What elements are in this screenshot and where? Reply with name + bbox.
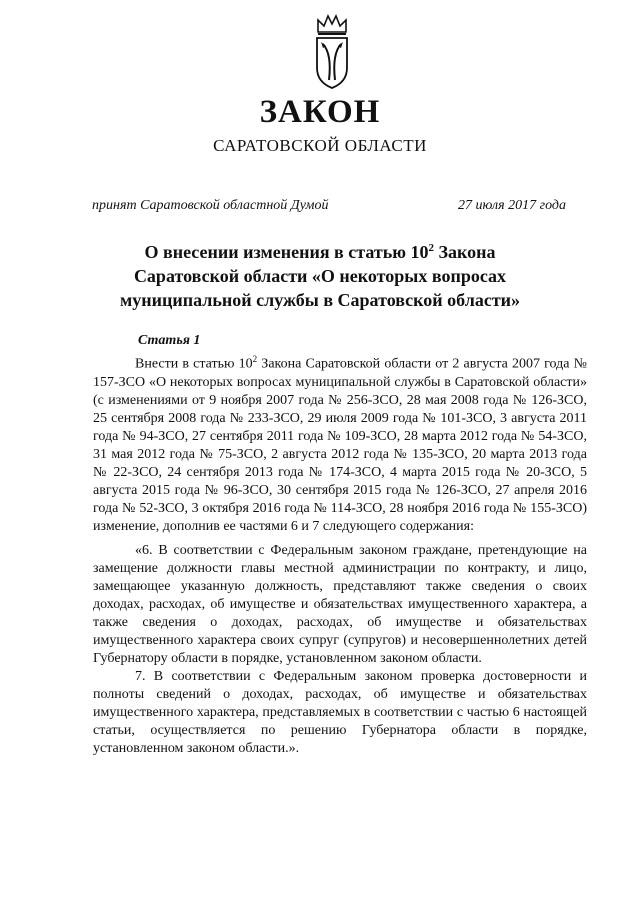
article-intro bbox=[93, 350, 587, 536]
intro-sup: 2 bbox=[252, 354, 258, 364]
article-label: Статья 1 bbox=[138, 333, 201, 348]
adoption-body: принят Саратовской областной Думой bbox=[92, 198, 329, 213]
article-part-6: «6. В соответствии с Федеральным законом граждане, претендующие на замещение должности главы местной администрации по контракту, и лицо, замещающее указанную должность, представляют также сведения о своих доходах, расходах, об имуществе и обязательствах имущественного характера, а также сведения о доходах, расходах, об имуществе и обязательствах имущественного характера своих супруг (супругов) и несовершеннолетних детей Губернатору области в порядке, установленном законом области. bbox=[93, 542, 587, 666]
intro-text-rest: Закона Саратовской области от 2 августа 2007 года № 157-ЗСО «О некоторых вопросах муниципальной службы в Саратовской области» (с изменениями от 9 ноября 2007 года № 256-ЗСО, 28 мая 2008 года № 126-ЗСО, 25 сентября 2008 года № 233-ЗСО, 29 июля 2009 года № 101-ЗСО, 3 августа 2011 года № 94-ЗСО, 27 сентября 2011 года № 109-ЗСО, 28 марта 2012 года № 54-ЗСО, 31 мая 2012 года № 75-ЗСО, 2 августа 2012 года № 135-ЗСО, 20 марта 2013 года № 22-ЗСО, 24 сентября 2013 года № 174-ЗСО, 4 марта 2015 года № 20-ЗСО, 5 августа 2015 года № 96-ЗСО, 30 сентября 2015 года № 126-ЗСО, 27 апреля 2016 года № 52-ЗСО, 3 октября 2016 года № 114-ЗСО, 28 ноября 2016 года № 155-ЗСО) изменение, дополнив ее частями 6 и 7 следующего содержания: bbox=[93, 356, 587, 534]
document-heading bbox=[100, 236, 540, 312]
article-part-7: 7. В соответствии с Федеральным законом проверка достоверности и полноты сведений о доходах, расходах, об имуществе и обязательствах имущественного характера, представляемых в соответствии с частью 6 настоящей статьи, осуществляется по решению Губернатора области в порядке, установленном законом области.». bbox=[93, 668, 587, 756]
heading-sup: 2 bbox=[428, 242, 434, 254]
heading-text: О внесении изменения в статью 10 bbox=[144, 242, 429, 262]
intro-text: Внести в статью 10 bbox=[135, 356, 253, 372]
article-body bbox=[93, 350, 587, 758]
law-title: ЗАКОН bbox=[259, 94, 381, 130]
heading-text-rest: Закона Саратовской области «О некоторых вопросах муниципальной службы в Саратовской области» bbox=[119, 242, 521, 310]
adoption-date: 27 июля 2017 года bbox=[458, 198, 566, 213]
law-subtitle: САРАТОВСКОЙ ОБЛАСТИ bbox=[213, 136, 427, 155]
coat-of-arms-icon bbox=[312, 12, 352, 90]
